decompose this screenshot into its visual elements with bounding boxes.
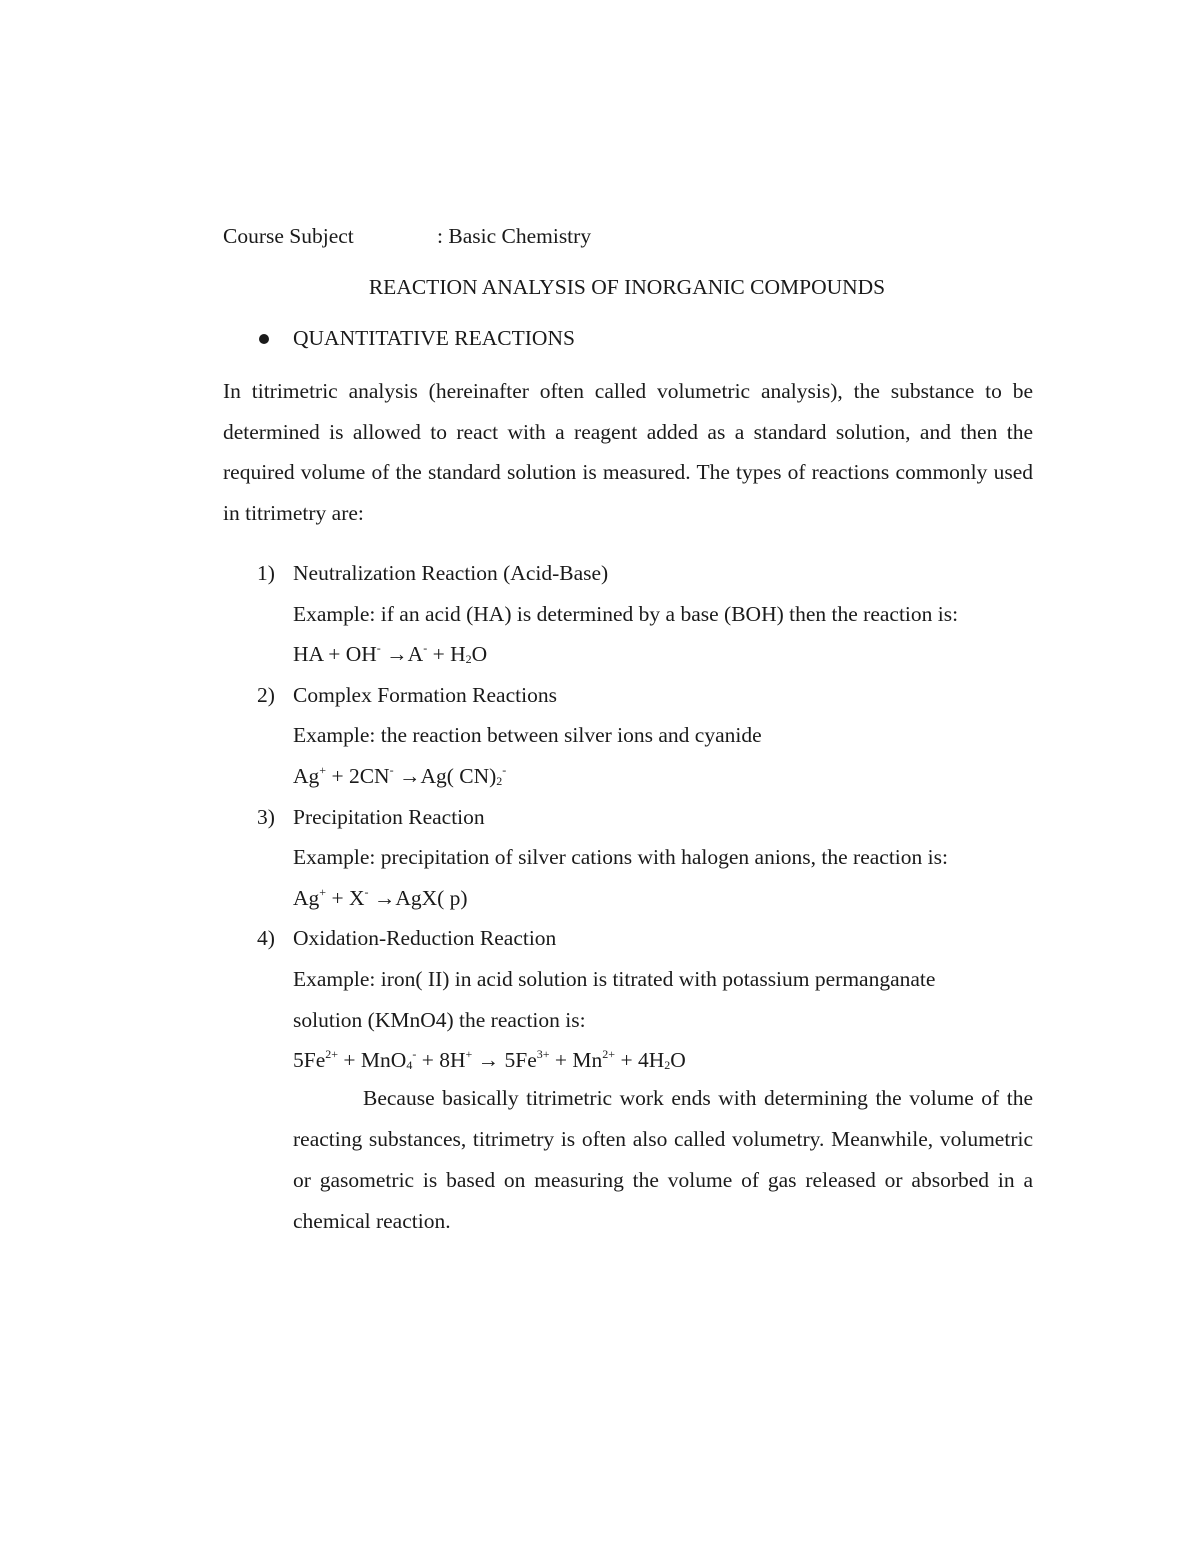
reaction-equation: $5Fe^{2+} + MnO_4^- + 8H^+ \to 5Fe^{3+} + Mn^{2+} + 4H_2O$ (293, 1047, 686, 1073)
reaction-example-continued: solution (KMnO4) the reaction is: (293, 1007, 586, 1032)
reaction-example: Example: the reaction between silver ions and cyanide (293, 723, 762, 748)
bullet-icon (259, 334, 269, 344)
course-subject-value: : Basic Chemistry (437, 224, 592, 248)
reaction-name: Oxidation-Reduction Reaction (293, 926, 557, 951)
reaction-name: Precipitation Reaction (293, 804, 485, 829)
reaction-item (223, 918, 1033, 1080)
reaction-equation: Ag+ + 2CN- →Ag( $CN)_2^-$ (293, 762, 507, 788)
reaction-number: 4) (257, 926, 275, 951)
reaction-example: Example: if an acid (HA) is determined by a base (BOH) then the reaction is: (293, 601, 959, 626)
reaction-number: 1) (257, 561, 275, 585)
reaction-item (223, 553, 1033, 675)
closing-paragraph: Because basically titrimetric work ends with determining the volume of the reacting substances, titrimetry is often also called volumetry. Meanwhile, volumetric or gasometric is based on measuring the volume of gas released or absorbed in a chemical reaction. (293, 1086, 1033, 1233)
reaction-number: 3) (257, 804, 275, 829)
document-title: REACTION ANALYSIS OF INORGANIC COMPOUNDS (368, 275, 886, 299)
course-subject-label: Course Subject (223, 224, 354, 248)
reaction-number: 2) (257, 682, 275, 707)
reaction-example: Example: iron( II) in acid solution is titrated with potassium permanganate (293, 966, 936, 991)
reaction-item (223, 797, 1033, 919)
intro-paragraph: In titrimetric analysis (hereinafter often called volumetric analysis), the substance to be determined is allowed to react with a reagent added as a standard solution, and then the required volume of the standard solution is measured. The types of reactions commonly used in titrimetry are: (223, 379, 1033, 525)
reaction-item (223, 675, 1033, 797)
reaction-equation: HA + $OH^- \to A^- + H_2O$ (293, 641, 488, 667)
section-heading: QUANTITATIVE REACTIONS (293, 326, 575, 350)
reaction-example: Example: precipitation of silver cations with halogen anions, the reaction is: (293, 845, 948, 870)
reaction-name: Neutralization Reaction (Acid-Base) (293, 561, 609, 585)
reaction-name: Complex Formation Reactions (293, 682, 557, 707)
reaction-list (223, 553, 1033, 1081)
reaction-equation: Ag+ + X- →AgX( p) (293, 884, 468, 910)
